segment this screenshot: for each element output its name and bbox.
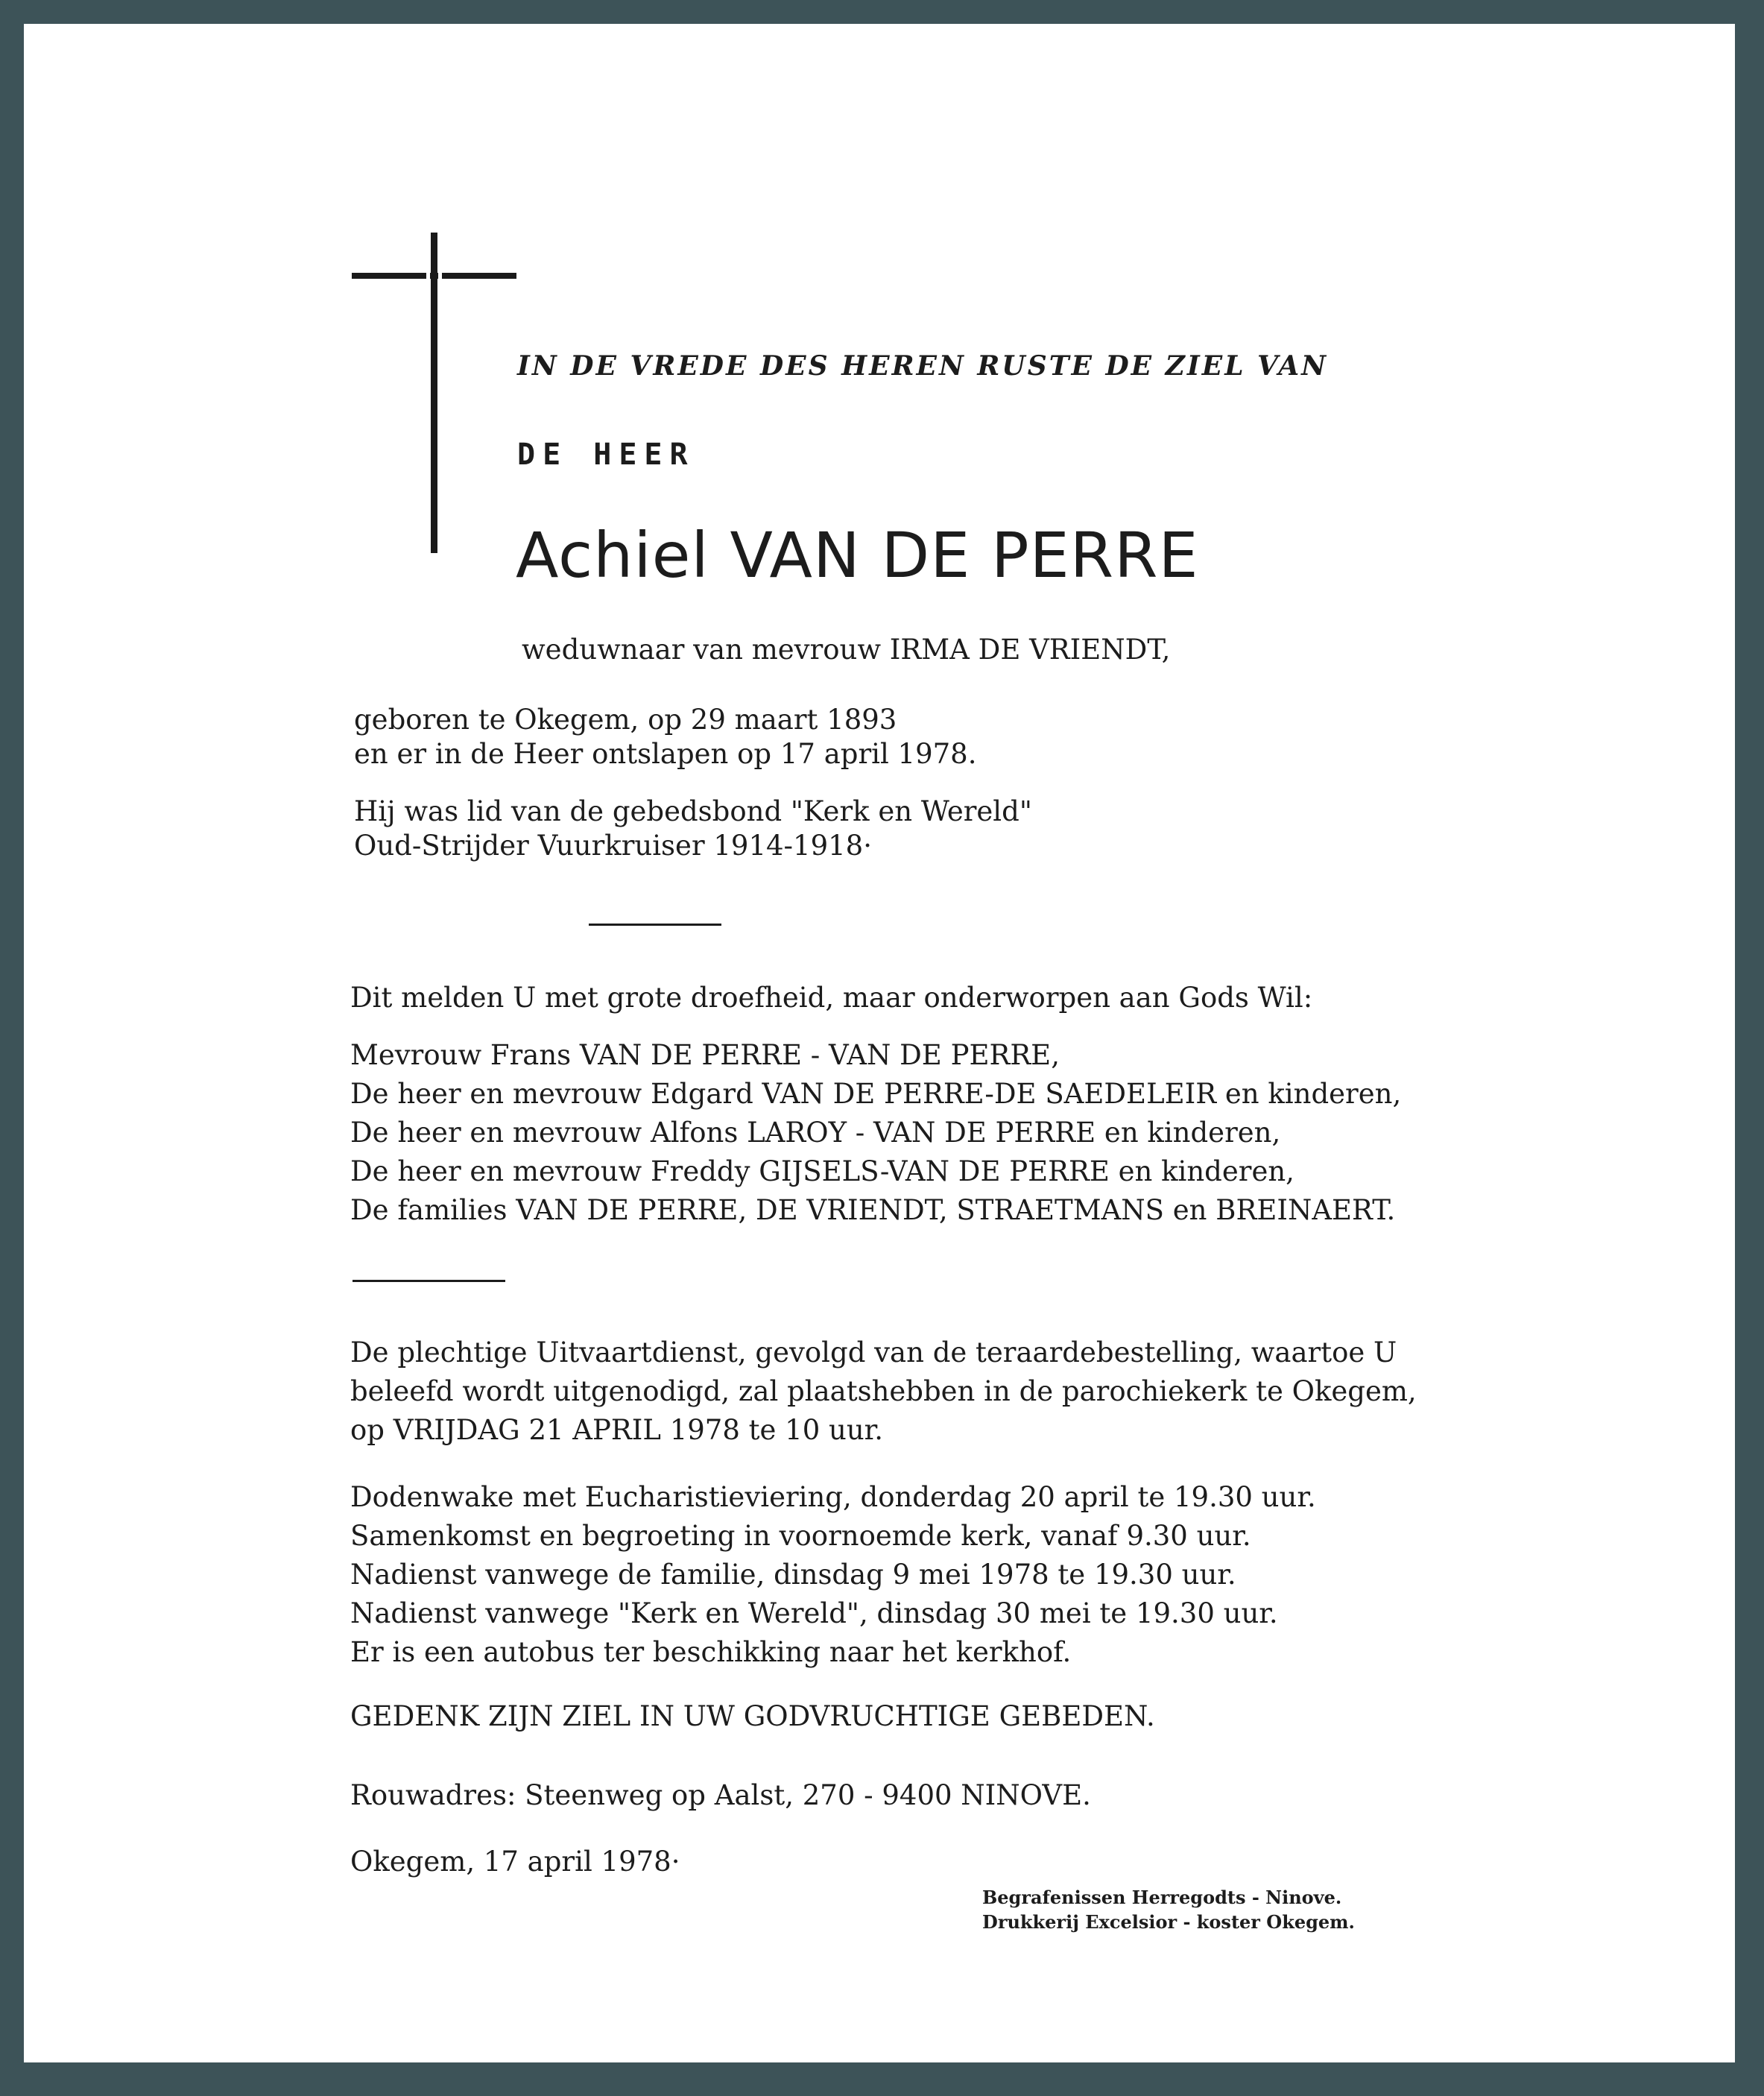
service-line: beleefd wordt uitgenodigd, zal plaatshebben in de parochiekerk te Okegem,: [350, 1375, 1417, 1407]
family-list: [350, 1036, 1401, 1230]
deceased-name: Achiel VAN DE PERRE: [516, 519, 1199, 592]
cross-icon-bar: [352, 273, 516, 279]
divider: [589, 924, 721, 926]
schedule-line: Nadienst vanwege de familie, dinsdag 9 mei 1978 te 19.30 uur.: [350, 1559, 1236, 1591]
widower-line: weduwnaar van mevrouw IRMA DE VRIENDT,: [522, 634, 1171, 666]
death-line: en er in de Heer ontslapen op 17 april 1978.: [354, 738, 977, 770]
membership-line: Hij was lid van de gebedsbond "Kerk en Wereld": [354, 795, 1032, 827]
prayer-line: GEDENK ZIJN ZIEL IN UW GODVRUCHTIGE GEBEDEN.: [350, 1700, 1155, 1732]
service-line: op VRIJDAG 21 APRIL 1978 te 10 uur.: [350, 1414, 884, 1446]
schedule-line: Dodenwake met Eucharistieviering, donderdag 20 april te 19.30 uur.: [350, 1481, 1316, 1513]
family-member: De heer en mevrouw Freddy GIJSELS-VAN DE PERRE en kinderen,: [350, 1155, 1294, 1187]
divider: [353, 1280, 505, 1282]
family-member: De heer en mevrouw Alfons LAROY - VAN DE PERRE en kinderen,: [350, 1117, 1281, 1149]
veteran-line: Oud-Strijder Vuurkruiser 1914-1918·: [354, 830, 872, 862]
address-line: Rouwadres: Steenweg op Aalst, 270 - 9400 NINOVE.: [350, 1779, 1091, 1811]
schedule-line: Samenkomst en begroeting in voornoemde kerk, vanaf 9.30 uur.: [350, 1520, 1251, 1552]
announcement-intro: Dit melden U met grote droefheid, maar onderworpen aan Gods Wil:: [350, 982, 1313, 1014]
birth-line: geboren te Okegem, op 29 maart 1893: [354, 704, 897, 736]
cross-icon: [431, 233, 437, 553]
family-member: De heer en mevrouw Edgard VAN DE PERRE-DE SAEDELEIR en kinderen,: [350, 1078, 1402, 1110]
undertaker: Begrafenissen Herregodts - Ninove.: [982, 1887, 1342, 1908]
service-info: [350, 1333, 1417, 1450]
printer: Drukkerij Excelsior - koster Okegem.: [982, 1911, 1355, 1933]
family-member: De families VAN DE PERRE, DE VRIENDT, STRAETMANS en BREINAERT.: [350, 1194, 1396, 1226]
family-member: Mevrouw Frans VAN DE PERRE - VAN DE PERRE,: [350, 1039, 1060, 1071]
schedule-line: Nadienst vanwege "Kerk en Wereld", dinsdag 30 mei te 19.30 uur.: [350, 1597, 1278, 1629]
place-date: Okegem, 17 april 1978·: [350, 1846, 680, 1878]
invocation: IN DE VREDE DES HEREN RUSTE DE ZIEL VAN: [517, 350, 1329, 382]
schedule-line: Er is een autobus ter beschikking naar het kerkhof.: [350, 1636, 1072, 1668]
honorific: DE HEER: [517, 438, 695, 472]
schedule: [350, 1478, 1316, 1672]
service-line: De plechtige Uitvaartdienst, gevolgd van de teraardebestelling, waartoe U: [350, 1336, 1397, 1369]
